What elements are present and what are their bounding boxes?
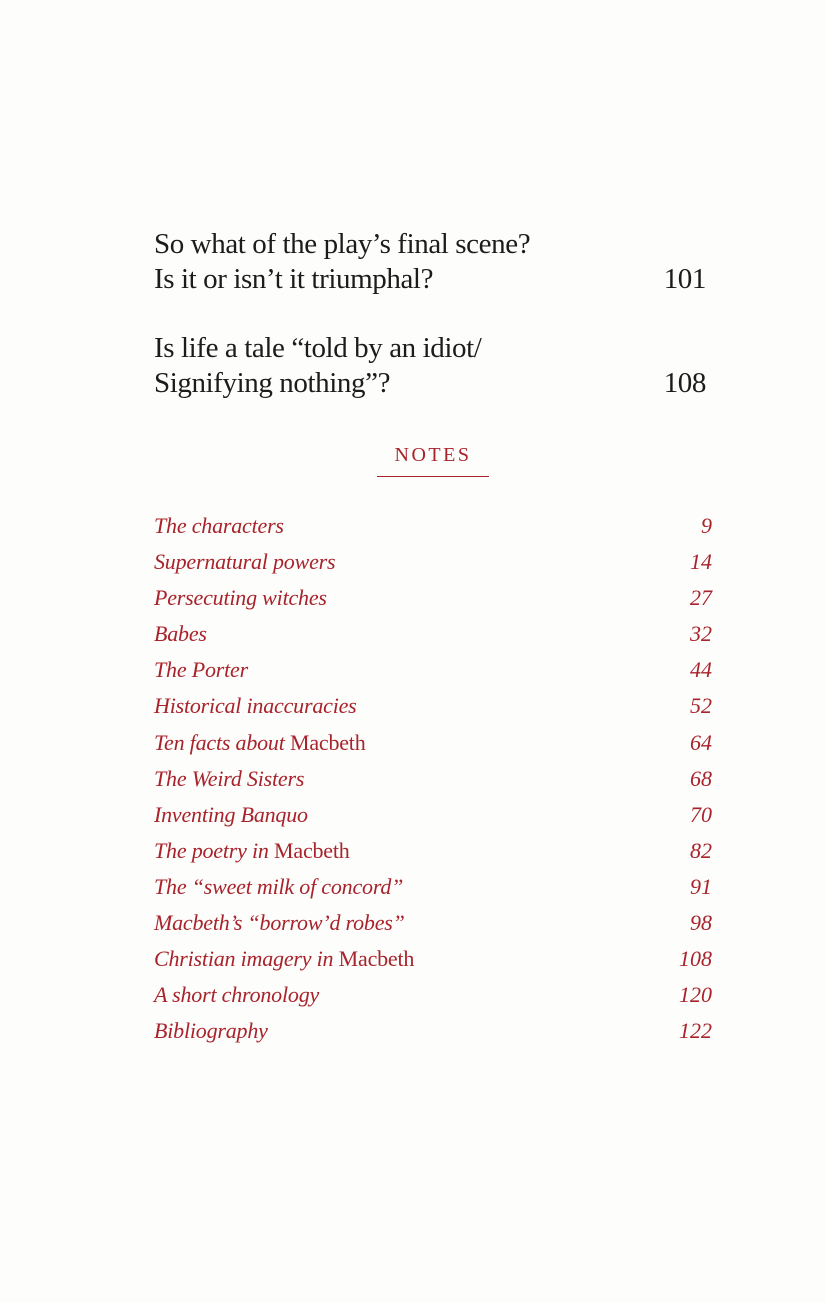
note-item[interactable] — [154, 652, 712, 688]
notes-divider — [377, 476, 489, 477]
note-title-italic: A short chronology — [154, 982, 320, 1008]
chapter-title-line: Is life a tale “told by an idiot/ — [154, 332, 482, 364]
note-title-italic: The “sweet milk of concord” — [154, 873, 404, 899]
note-item[interactable] — [154, 941, 712, 977]
note-title — [154, 508, 284, 544]
note-title — [154, 941, 414, 977]
note-title — [154, 652, 248, 688]
note-title — [154, 905, 405, 941]
note-title — [154, 761, 304, 797]
note-title-italic: The poetry in — [154, 837, 275, 863]
chapter-title-line: Signifying nothing”? — [154, 367, 391, 399]
note-item[interactable] — [154, 833, 712, 869]
note-item[interactable] — [154, 869, 712, 905]
note-title-roman: Macbeth — [338, 946, 415, 972]
note-page-number: 9 — [701, 513, 712, 538]
note-title — [154, 544, 335, 580]
note-title-italic: Macbeth’s “borrow’d robes” — [154, 910, 405, 936]
note-title — [154, 1013, 268, 1049]
note-title — [154, 797, 308, 833]
note-item[interactable] — [154, 544, 712, 580]
note-item[interactable] — [154, 1013, 712, 1049]
chapter-entry[interactable] — [154, 331, 706, 401]
note-item[interactable] — [154, 616, 712, 652]
note-title-italic: The Porter — [154, 657, 248, 683]
note-item[interactable] — [154, 580, 712, 616]
note-page-number: 27 — [690, 585, 712, 611]
note-title — [154, 833, 350, 869]
note-title — [154, 869, 403, 905]
note-item[interactable] — [154, 688, 712, 724]
note-page-number: 82 — [690, 837, 712, 863]
note-page-number: 122 — [679, 1018, 712, 1044]
note-item[interactable] — [154, 761, 712, 797]
note-title — [154, 977, 319, 1013]
note-page-number: 120 — [679, 982, 712, 1008]
note-title-italic: Babes — [154, 621, 207, 647]
chapter-title-line: So what of the play’s final scene? — [154, 228, 531, 260]
chapter-page-number: 101 — [663, 263, 706, 295]
note-title-italic: Ten facts about — [154, 729, 290, 755]
note-page-number: 44 — [690, 657, 712, 683]
note-title-italic: Persecuting witches — [154, 585, 327, 611]
note-title — [154, 688, 357, 724]
note-item[interactable] — [154, 977, 712, 1013]
notes-heading: NOTES — [394, 444, 472, 466]
chapter-entry[interactable] — [154, 227, 706, 297]
note-page-number: 14 — [690, 549, 712, 575]
note-title — [154, 580, 327, 616]
note-page-number: 32 — [690, 621, 712, 647]
note-title-roman: Macbeth — [274, 837, 350, 863]
note-page-number: 70 — [690, 801, 712, 827]
note-page-number: 64 — [690, 729, 712, 755]
chapter-title-line: Is it or isn’t it triumphal? — [154, 263, 434, 295]
note-page-number: 108 — [679, 946, 712, 972]
note-title-italic: The Weird Sisters — [154, 765, 305, 791]
note-page-number: 98 — [690, 910, 712, 936]
note-item[interactable] — [154, 508, 712, 544]
note-title-italic: The characters — [154, 513, 284, 538]
notes-list — [154, 508, 712, 1049]
note-title-italic: Bibliography — [154, 1018, 268, 1044]
note-item[interactable] — [154, 797, 712, 833]
note-title — [154, 616, 207, 652]
note-title-italic: Inventing Banquo — [154, 801, 308, 827]
note-title — [154, 725, 366, 761]
note-item[interactable] — [154, 905, 712, 941]
note-title-italic: Historical inaccuracies — [154, 693, 357, 719]
note-title-roman: Macbeth — [289, 729, 366, 755]
note-title-italic: Supernatural powers — [154, 549, 336, 575]
note-page-number: 91 — [690, 873, 712, 899]
note-item[interactable] — [154, 725, 712, 761]
note-page-number: 68 — [690, 765, 712, 791]
chapter-page-number: 108 — [663, 367, 706, 399]
note-page-number: 52 — [690, 693, 712, 719]
note-title-italic: Christian imagery in — [154, 946, 339, 972]
